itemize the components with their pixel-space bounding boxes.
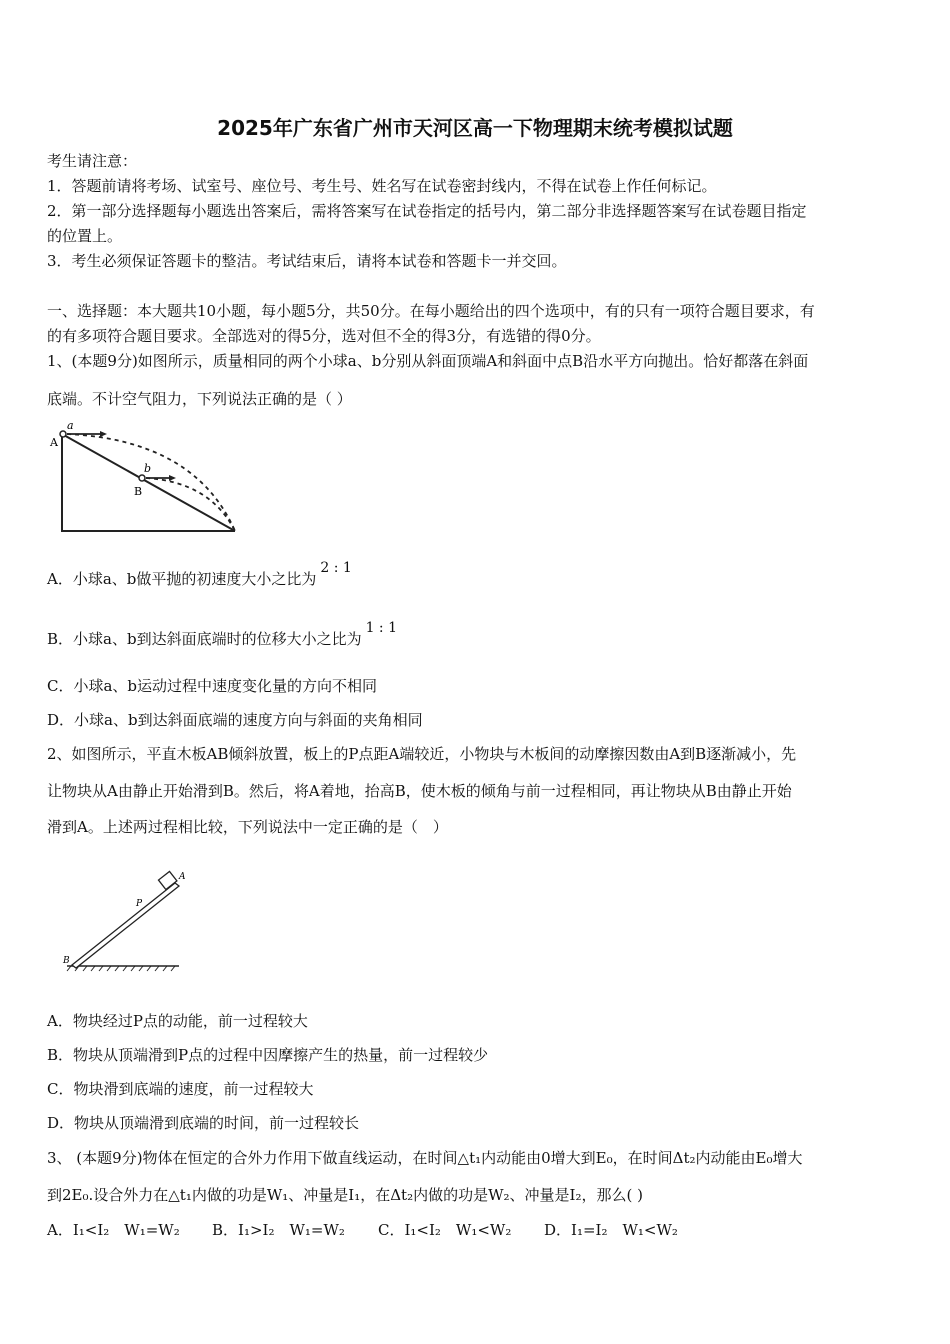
velocity-arrowhead-b [169,475,176,481]
q1-option-b [47,620,907,651]
q1-stem-cont: 底端。不计空气阻力，下列说法正确的是（ ） [47,390,352,408]
board-ab [72,883,179,968]
label-b: b [144,462,152,475]
q2-option-d: D．物块从顶端滑到底端的时间，前一过程较长 [47,1114,360,1132]
label-B: B [63,956,70,966]
q1-option-a-ratio: 2 : 1 [320,560,352,576]
q3-option-a: A．I₁<I₂ W₁=W₂ [47,1221,180,1239]
velocity-arrowhead-a [100,431,107,437]
q1-option-b-text: B．小球a、b到达斜面底端时的位移大小之比为 [47,630,362,648]
q3-stem-cont: 到2E₀.设合外力在△t₁内做的功是W₁、冲量是I₁，在Δt₂内做的功是W₂、冲量是I₂，那么( ) [47,1186,643,1204]
q1-stem: 1、(本题9分)如图所示，质量相同的两个小球a、b分别从斜面顶端A和斜面中点B沿水平方向抛出。恰好都落在斜面 [47,352,809,370]
q2-stem: 2、如图所示，平直木板AB倾斜放置，板上的P点距A端较近，小物块与木板间的动摩擦因数由A到B逐渐减小，先 [47,745,797,763]
ball-a [60,431,66,437]
label-P: P [136,899,143,909]
q1-option-b-ratio: 1 : 1 [365,620,398,636]
q1-option-d: D．小球a、b到达斜面底端的速度方向与斜面的夹角相同 [47,711,423,729]
notice-item-1: 1．答题前请将考场、试室号、座位号、考生号、姓名写在试卷密封线内，不得在试卷上作任何标记。 [47,177,717,195]
q3-stem: 3、 (本题9分)物体在恒定的合外力作用下做直线运动，在时间△t₁内动能由0增大到E₀，在时间Δt₂内动能由E₀增大 [47,1149,803,1167]
q1-option-a-text: A．小球a、b做平抛的初速度大小之比为 [47,570,317,588]
page-title: 2025年广东省广州市天河区高一下物理期末统考模拟试题 [217,116,733,140]
notice-item-3: 3．考生必须保证答题卡的整洁。考试结束后，请将本试卷和答题卡一并交回。 [47,252,567,270]
q3-option-b: B．I₁>I₂ W₁=W₂ [212,1221,345,1239]
label-a: a [67,419,74,432]
q1-option-c: C．小球a、b运动过程中速度变化量的方向不相同 [47,677,378,695]
notice-item-2: 2．第一部分选择题每小题选出答案后，需将答案写在试卷指定的括号内，第二部分非选择题答案写在试卷题目指定 [47,202,807,220]
q2-option-b: B．物块从顶端滑到P点的过程中因摩擦产生的热量，前一过程较少 [47,1046,489,1064]
notice-header: 考生请注意： [47,152,138,170]
q2-stem-cont: 让物块从A由静止开始滑到B。然后，将A着地，抬高B，使木板的倾角与前一过程相同，再让物块从B由静止开始 [47,782,792,800]
label-A: A [50,436,58,449]
section1-instructions: 一、选择题：本大题共10小题，每小题5分，共50分。在每小题给出的四个选项中，有的只有一项符合题目要求，有 [47,302,815,320]
q2-option-a: A．物块经过P点的动能，前一过程较大 [47,1012,308,1030]
notice-item-2-cont: 的位置上。 [47,227,123,245]
label-A: A [179,872,185,882]
q1-incline-figure [45,418,245,536]
q2-board-figure [55,865,185,975]
q3-option-c: C．I₁<I₂ W₁<W₂ [378,1221,512,1239]
incline-slope [62,434,235,531]
q1-option-a [47,560,907,591]
label-B: B [134,485,143,498]
section1-instructions-cont: 的有多项符合题目要求。全部选对的得5分，选对但不全的得3分，有选错的得0分。 [47,327,601,345]
q2-stem-cont-2: 滑到A。上述两过程相比较，下列说法中一定正确的是（ ） [47,818,448,836]
q3-option-d: D．I₁=I₂ W₁<W₂ [544,1221,678,1239]
q2-option-c: C．物块滑到底端的速度，前一过程较大 [47,1080,314,1098]
ball-b [139,475,145,481]
